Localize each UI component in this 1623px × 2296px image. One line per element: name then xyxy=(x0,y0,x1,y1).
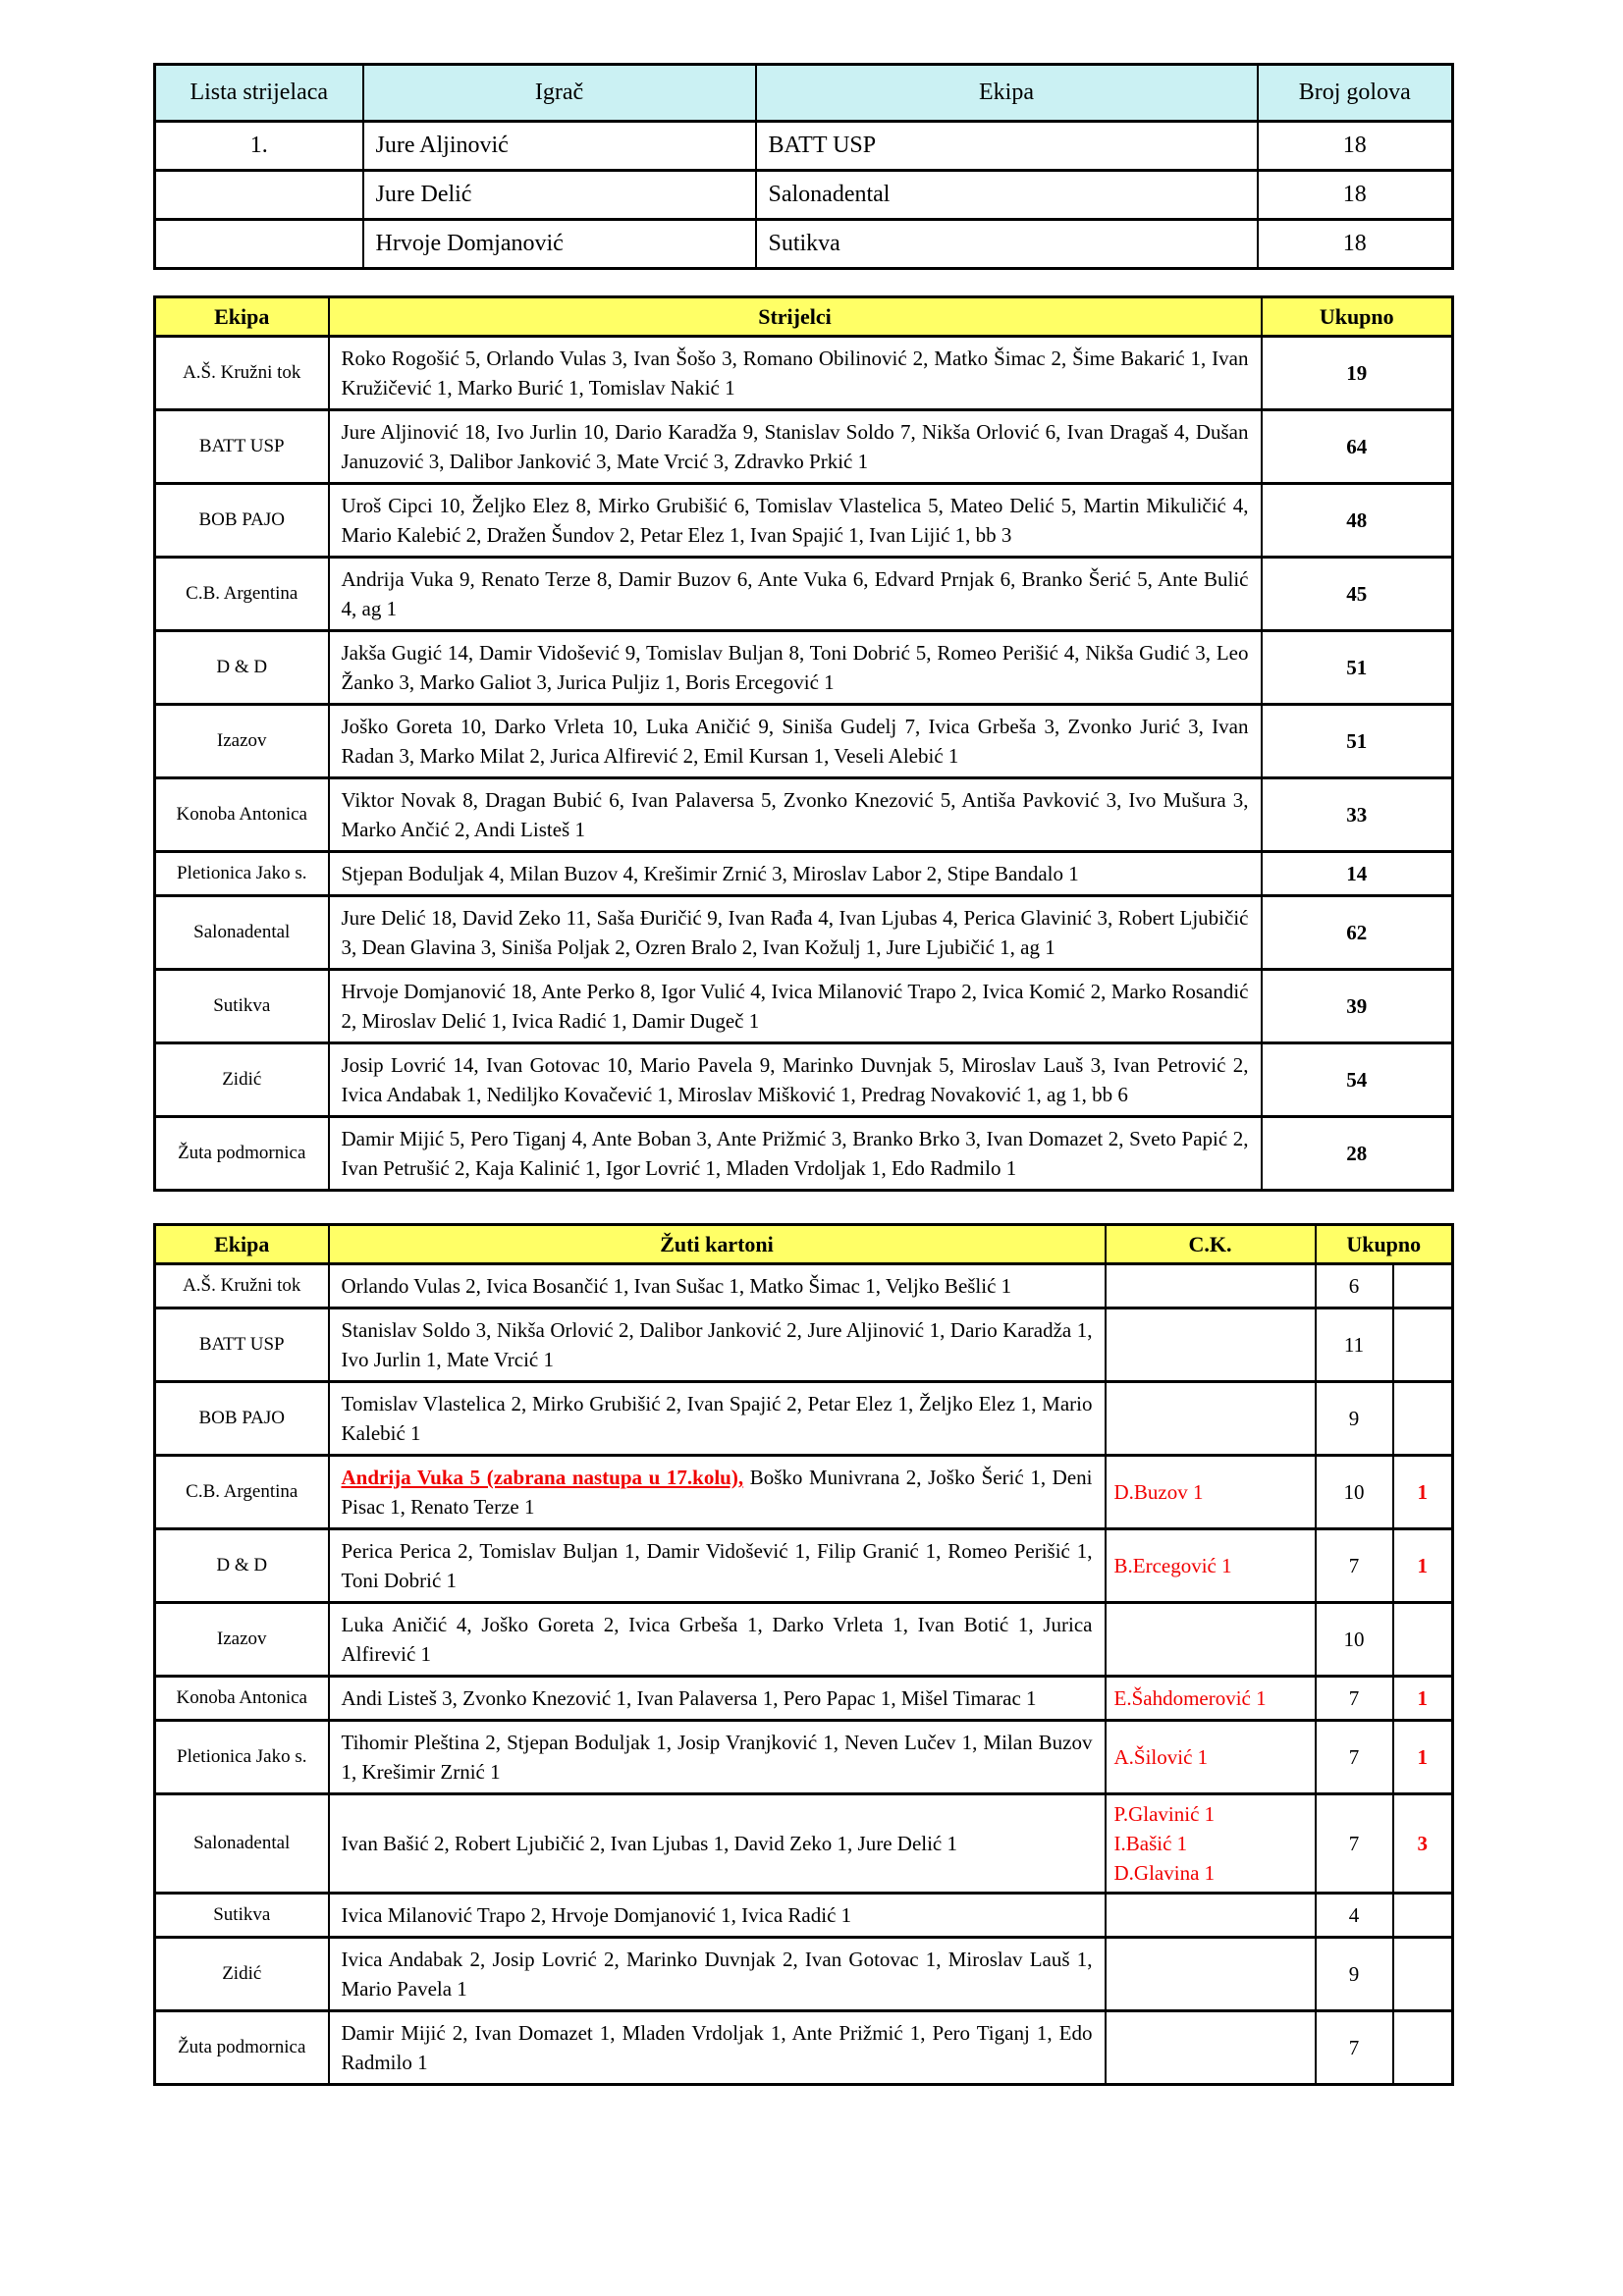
red-cards-list xyxy=(1106,1894,1316,1938)
total-red xyxy=(1393,1264,1453,1308)
cards-row xyxy=(155,1456,1453,1529)
team-name: Sutikva xyxy=(155,970,329,1043)
scorers-row xyxy=(155,778,1453,852)
header-ekipa: Ekipa xyxy=(155,297,329,337)
red-cards-list xyxy=(1106,1938,1316,2011)
total-yellow: 7 xyxy=(1316,1677,1393,1721)
top-scorer-row xyxy=(155,122,1453,171)
scorers-row xyxy=(155,970,1453,1043)
red-card-entry: I.Bašić 1 xyxy=(1113,1832,1188,1855)
cards-row xyxy=(155,1894,1453,1938)
total-yellow: 7 xyxy=(1316,1721,1393,1794)
total-red: 1 xyxy=(1393,1456,1453,1529)
scorers-list: Hrvoje Domjanović 18, Ante Perko 8, Igor Vulić 4, Ivica Milanović Trapo 2, Ivica Komić 2, Marko Rosandić 2, Miroslav Delić 1, Ivica Radić 1, Damir Dugeč 1 xyxy=(329,970,1262,1043)
scorers-row xyxy=(155,558,1453,631)
total-red xyxy=(1393,2011,1453,2085)
team-cell: Salonadental xyxy=(756,171,1258,220)
total-red xyxy=(1393,1603,1453,1677)
team-cell: BATT USP xyxy=(756,122,1258,171)
total-yellow: 6 xyxy=(1316,1264,1393,1308)
player-cell: Jure Aljinović xyxy=(363,122,756,171)
total-yellow: 7 xyxy=(1316,2011,1393,2085)
total-goals: 45 xyxy=(1262,558,1453,631)
suspension-highlight: Andrija Vuka 5 (zabrana nastupa u 17.kolu), xyxy=(341,1466,744,1489)
red-cards-list xyxy=(1106,1794,1316,1894)
total-yellow: 9 xyxy=(1316,1938,1393,2011)
goals-cell: 18 xyxy=(1258,171,1453,220)
header-ekipa: Ekipa xyxy=(756,65,1258,122)
scorers-list: Jure Aljinović 18, Ivo Jurlin 10, Dario Karadža 9, Stanislav Soldo 7, Nikša Orlović 6, Ivan Dragaš 4, Dušan Januzović 3, Dalibor Janković 3, Mate Vrcić 3, Zdravko Prkić 1 xyxy=(329,410,1262,484)
cards-row xyxy=(155,1382,1453,1456)
team-name: Konoba Antonica xyxy=(155,1677,329,1721)
total-goals: 39 xyxy=(1262,970,1453,1043)
yellow-cards-list: Ivan Bašić 2, Robert Ljubičić 2, Ivan Ljubas 1, David Zeko 1, Jure Delić 1 xyxy=(329,1794,1106,1894)
cards-row xyxy=(155,1721,1453,1794)
goals-cell: 18 xyxy=(1258,122,1453,171)
red-cards-list xyxy=(1106,1308,1316,1382)
team-name: C.B. Argentina xyxy=(155,558,329,631)
scorers-list: Stjepan Boduljak 4, Milan Buzov 4, Krešimir Zrnić 3, Miroslav Labor 2, Stipe Bandalo 1 xyxy=(329,852,1262,896)
yellow-cards-list: Luka Aničić 4, Joško Goreta 2, Ivica Grbeša 1, Darko Vrleta 1, Ivan Botić 1, Jurica Alfirević 1 xyxy=(329,1603,1106,1677)
scorers-list: Jure Delić 18, David Zeko 11, Saša Đuričić 9, Ivan Rađa 4, Ivan Ljubas 4, Perica Glavinić 3, Robert Ljubičić 3, Dean Glavina 3, Siniša Poljak 2, Ozren Bralo 2, Ivan Kožulj 1, Jure Ljubičić 1, ag 1 xyxy=(329,896,1262,970)
yellow-cards-list xyxy=(329,1456,1106,1529)
rank-cell xyxy=(155,171,363,220)
total-goals: 62 xyxy=(1262,896,1453,970)
team-name: A.Š. Kružni tok xyxy=(155,337,329,410)
scorers-list: Josip Lovrić 14, Ivan Gotovac 10, Mario Pavela 9, Marinko Duvnjak 5, Miroslav Lauš 3, Ivan Petrović 2, Ivica Andabak 1, Nediljko Kovačević 1, Miroslav Mišković 1, Predrag Novaković 1, ag 1, bb 6 xyxy=(329,1043,1262,1117)
cards-row xyxy=(155,1677,1453,1721)
scorers-list: Damir Mijić 5, Pero Tiganj 4, Ante Boban 3, Ante Prižmić 3, Branko Brko 3, Ivan Domazet 2, Sveto Papić 2, Ivan Petrušić 2, Kaja Kalinić 1, Igor Lovrić 1, Mladen Vrdoljak 1, Edo Radmilo 1 xyxy=(329,1117,1262,1191)
team-name: BOB PAJO xyxy=(155,1382,329,1456)
yellow-cards-list: Ivica Andabak 2, Josip Lovrić 2, Marinko Duvnjak 2, Ivan Gotovac 1, Miroslav Lauš 1, Mario Pavela 1 xyxy=(329,1938,1106,2011)
team-name: A.Š. Kružni tok xyxy=(155,1264,329,1308)
player-cell: Jure Delić xyxy=(363,171,756,220)
scorers-row xyxy=(155,896,1453,970)
scorers-list: Joško Goreta 10, Darko Vrleta 10, Luka Aničić 9, Siniša Gudelj 7, Ivica Grbeša 3, Zvonko Jurić 3, Ivan Radan 3, Marko Milat 2, Jurica Alfirević 2, Emil Kursan 1, Veseli Alebić 1 xyxy=(329,705,1262,778)
top-scorers-table xyxy=(153,63,1454,270)
rank-cell xyxy=(155,220,363,269)
red-cards-list xyxy=(1106,1264,1316,1308)
scorers-row xyxy=(155,484,1453,558)
header-ukupno: Ukupno xyxy=(1316,1225,1453,1264)
scorers-row xyxy=(155,337,1453,410)
team-name: BATT USP xyxy=(155,410,329,484)
cards-row xyxy=(155,1603,1453,1677)
yellow-cards-list: Tomislav Vlastelica 2, Mirko Grubišić 2, Ivan Spajić 2, Petar Elez 1, Željko Elez 1, Mario Kalebić 1 xyxy=(329,1382,1106,1456)
red-cards-list: E.Šahdomerović 1 xyxy=(1106,1677,1316,1721)
total-red xyxy=(1393,1308,1453,1382)
total-goals: 54 xyxy=(1262,1043,1453,1117)
top-scorer-row xyxy=(155,220,1453,269)
yellow-cards-rest: Boško Munivrana 2, Joško Šerić 1, Deni Pisac 1, Renato Terze 1 xyxy=(341,1466,1093,1519)
header-lista-strijelaca: Lista strijelaca xyxy=(155,65,363,122)
header-ck: C.K. xyxy=(1106,1225,1316,1264)
total-goals: 51 xyxy=(1262,631,1453,705)
header-strijelci: Strijelci xyxy=(329,297,1262,337)
red-cards-list xyxy=(1106,1382,1316,1456)
team-name: Izazov xyxy=(155,705,329,778)
total-goals: 19 xyxy=(1262,337,1453,410)
yellow-cards-list: Damir Mijić 2, Ivan Domazet 1, Mladen Vrdoljak 1, Ante Prižmić 1, Pero Tiganj 1, Edo Radmilo 1 xyxy=(329,2011,1106,2085)
total-goals: 28 xyxy=(1262,1117,1453,1191)
team-name: Pletionica Jako s. xyxy=(155,852,329,896)
total-yellow: 7 xyxy=(1316,1529,1393,1603)
total-red: 1 xyxy=(1393,1721,1453,1794)
cards-row xyxy=(155,1938,1453,2011)
total-goals: 64 xyxy=(1262,410,1453,484)
total-red xyxy=(1393,1894,1453,1938)
team-name: BOB PAJO xyxy=(155,484,329,558)
red-cards-list xyxy=(1106,1603,1316,1677)
cards-header-row xyxy=(155,1225,1453,1264)
team-scorers-table xyxy=(153,295,1454,1192)
team-name: Žuta podmornica xyxy=(155,1117,329,1191)
team-name: BATT USP xyxy=(155,1308,329,1382)
total-yellow: 11 xyxy=(1316,1308,1393,1382)
top-scorer-row xyxy=(155,171,1453,220)
cards-table xyxy=(153,1223,1454,2086)
red-cards-list: D.Buzov 1 xyxy=(1106,1456,1316,1529)
red-card-entry: D.Glavina 1 xyxy=(1113,1861,1216,1885)
total-yellow: 4 xyxy=(1316,1894,1393,1938)
goals-cell: 18 xyxy=(1258,220,1453,269)
yellow-cards-list: Orlando Vulas 2, Ivica Bosančić 1, Ivan Sušac 1, Matko Šimac 1, Veljko Bešlić 1 xyxy=(329,1264,1106,1308)
scorers-list: Viktor Novak 8, Dragan Bubić 6, Ivan Palaversa 5, Zvonko Knezović 5, Antiša Pavković 3, Ivo Mušura 3, Marko Ančić 2, Andi Listeš 1 xyxy=(329,778,1262,852)
team-name: D & D xyxy=(155,1529,329,1603)
cards-row xyxy=(155,1308,1453,1382)
red-cards-list xyxy=(1106,2011,1316,2085)
scorers-row xyxy=(155,852,1453,896)
yellow-cards-list: Ivica Milanović Trapo 2, Hrvoje Domjanović 1, Ivica Radić 1 xyxy=(329,1894,1106,1938)
team-name: Sutikva xyxy=(155,1894,329,1938)
top-scorers-header-row xyxy=(155,65,1453,122)
total-goals: 48 xyxy=(1262,484,1453,558)
team-name: Konoba Antonica xyxy=(155,778,329,852)
header-ukupno: Ukupno xyxy=(1262,297,1453,337)
header-ekipa: Ekipa xyxy=(155,1225,329,1264)
scorers-row xyxy=(155,1117,1453,1191)
scorers-list: Andrija Vuka 9, Renato Terze 8, Damir Buzov 6, Ante Vuka 6, Edvard Prnjak 6, Branko Šerić 5, Ante Bulić 4, ag 1 xyxy=(329,558,1262,631)
team-name: D & D xyxy=(155,631,329,705)
team-name: Salonadental xyxy=(155,896,329,970)
team-name: Izazov xyxy=(155,1603,329,1677)
red-cards-list: A.Šilović 1 xyxy=(1106,1721,1316,1794)
yellow-cards-list: Tihomir Pleština 2, Stjepan Boduljak 1, Josip Vranjković 1, Neven Lučev 1, Milan Buzov 1, Krešimir Zrnić 1 xyxy=(329,1721,1106,1794)
total-red: 3 xyxy=(1393,1794,1453,1894)
scorers-row xyxy=(155,705,1453,778)
total-yellow: 7 xyxy=(1316,1794,1393,1894)
cards-row xyxy=(155,1529,1453,1603)
player-cell: Hrvoje Domjanović xyxy=(363,220,756,269)
header-igrac: Igrač xyxy=(363,65,756,122)
total-red: 1 xyxy=(1393,1529,1453,1603)
team-name: Žuta podmornica xyxy=(155,2011,329,2085)
total-red xyxy=(1393,1938,1453,2011)
team-name: Zidić xyxy=(155,1938,329,2011)
cards-row xyxy=(155,1794,1453,1894)
scorers-list: Jakša Gugić 14, Damir Vidošević 9, Tomislav Buljan 8, Toni Dobrić 5, Romeo Perišić 4, Nikša Gudić 3, Leo Žanko 3, Marko Galiot 3, Jurica Puljiz 1, Boris Ercegović 1 xyxy=(329,631,1262,705)
yellow-cards-list: Andi Listeš 3, Zvonko Knezović 1, Ivan Palaversa 1, Pero Papac 1, Mišel Timarac 1 xyxy=(329,1677,1106,1721)
total-goals: 51 xyxy=(1262,705,1453,778)
team-cell: Sutikva xyxy=(756,220,1258,269)
rank-cell: 1. xyxy=(155,122,363,171)
header-broj-golova: Broj golova xyxy=(1258,65,1453,122)
yellow-cards-list: Perica Perica 2, Tomislav Buljan 1, Damir Vidošević 1, Filip Granić 1, Romeo Perišić 1, Toni Dobrić 1 xyxy=(329,1529,1106,1603)
total-yellow: 10 xyxy=(1316,1603,1393,1677)
scorers-row xyxy=(155,410,1453,484)
total-yellow: 9 xyxy=(1316,1382,1393,1456)
team-name: Zidić xyxy=(155,1043,329,1117)
scorers-list: Uroš Cipci 10, Željko Elez 8, Mirko Grubišić 6, Tomislav Vlastelica 5, Mateo Delić 5, Martin Mikuličić 4, Mario Kalebić 2, Dražen Šundov 2, Petar Elez 1, Ivan Spajić 1, Ivan Lijić 1, bb 3 xyxy=(329,484,1262,558)
cards-row xyxy=(155,2011,1453,2085)
header-zuti-kartoni: Žuti kartoni xyxy=(329,1225,1106,1264)
total-red: 1 xyxy=(1393,1677,1453,1721)
total-red xyxy=(1393,1382,1453,1456)
scorers-row xyxy=(155,631,1453,705)
red-card-entry: P.Glavinić 1 xyxy=(1113,1802,1216,1826)
team-name: Salonadental xyxy=(155,1794,329,1894)
total-goals: 14 xyxy=(1262,852,1453,896)
yellow-cards-list: Stanislav Soldo 3, Nikša Orlović 2, Dalibor Janković 2, Jure Aljinović 1, Dario Karadža 1, Ivo Jurlin 1, Mate Vrcić 1 xyxy=(329,1308,1106,1382)
scorers-row xyxy=(155,1043,1453,1117)
scorers-header-row xyxy=(155,297,1453,337)
total-goals: 33 xyxy=(1262,778,1453,852)
team-name: Pletionica Jako s. xyxy=(155,1721,329,1794)
cards-row xyxy=(155,1264,1453,1308)
red-cards-list: B.Ercegović 1 xyxy=(1106,1529,1316,1603)
scorers-list: Roko Rogošić 5, Orlando Vulas 3, Ivan Šošo 3, Romano Obilinović 2, Matko Šimac 2, Šime Bakarić 1, Ivan Kružičević 1, Marko Burić 1, Tomislav Nakić 1 xyxy=(329,337,1262,410)
total-yellow: 10 xyxy=(1316,1456,1393,1529)
team-name: C.B. Argentina xyxy=(155,1456,329,1529)
